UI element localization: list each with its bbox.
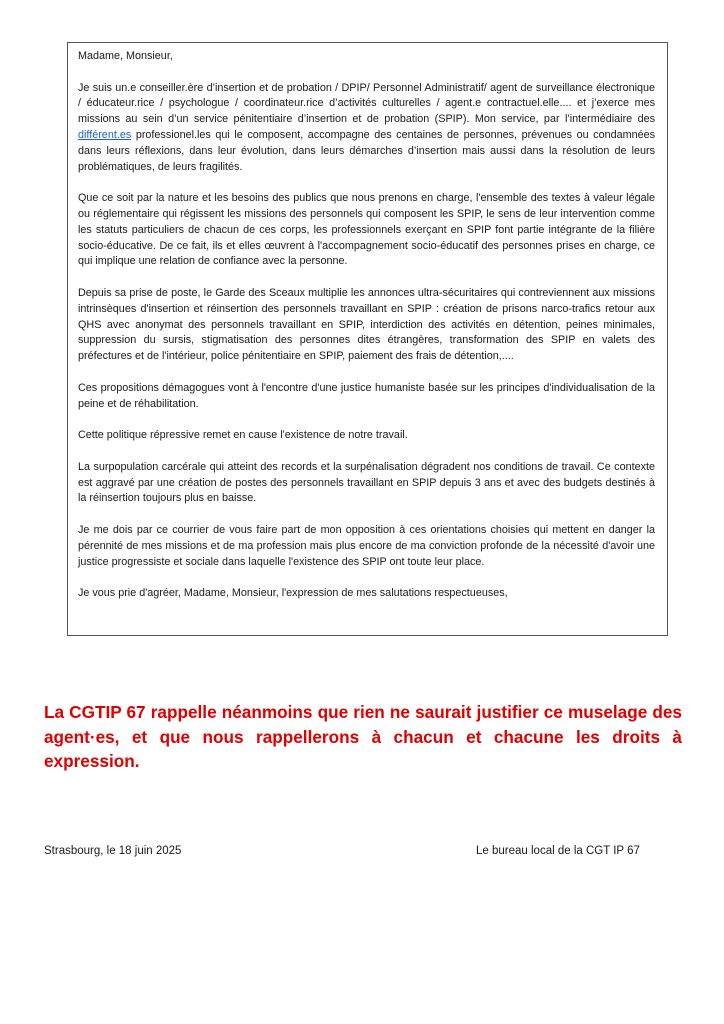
signature: Le bureau local de la CGT IP 67	[476, 845, 640, 857]
letter-paragraph-5: Cette politique répressive remet en cause l'existence de notre travail.	[78, 429, 408, 442]
letter-p1-start: Je suis un.e conseiller.ère d’insertion et de probation / DPIP/ Personnel Administratif/ agent de surveillance électronique / éducateur.rice / psychologue / coordinateur.rice d’activités culturelles / agent.e contractuel.elle.... et j’exerce mes missions au sein d’un service pénitentiaire d’insertion et de probation (SPIP). Mon service, par l’intermédiaire des	[78, 81, 655, 126]
letter-paragraph-7: Je me dois par ce courrier de vous faire part de mon opposition à ces orientations choisies qui mettent en danger la pérennité de mes missions et de ma profession mais plus encore de ma conviction profonde de la nécessité d'avoir une justice progressiste et sociale dans laquelle l'existence des SPIP ont toute leur place.	[78, 523, 655, 568]
letter-greeting: Madame, Monsieur,	[78, 50, 173, 62]
union-statement: La CGTIP 67 rappelle néanmoins que rien ne saurait justifier ce muselage des agent·es, et que nous rappellerons à chacun et chacune les droits à expression.	[44, 702, 682, 771]
letter-closing: Je vous prie d'agréer, Madame, Monsieur, l'expression de mes salutations respectueuses,	[78, 587, 508, 600]
letter-paragraph-6: La surpopulation carcérale qui atteint des records et la surpénalisation dégradent nos conditions de travail. Ce contexte est aggravé par une création de postes des personnels travaillant en SPIP depuis 3 ans et avec des budgets destinés à la réinsertion toujours plus en baisse.	[78, 460, 655, 505]
letter-p1-end: professionel.les qui le composent, accompagne des centaines de personnes, prévenues ou condamnées dans leurs réflexions, dans leur évolution, dans leurs démarches d’insertion mais aussi dans la résolution de leurs problématiques, de leurs fragilités.	[78, 128, 655, 173]
place-date: Strasbourg, le 18 juin 2025	[44, 845, 182, 857]
link-differentes[interactable]: différent.es	[78, 128, 132, 141]
letter-paragraph-2: Que ce soit par la nature et les besoins des publics que nous prenons en charge, l'ensemble des textes à valeur légale ou réglementaire qui régissent les missions des personnels qui composent les SPIP, le sens de leur intervention comme les statuts particuliers de chacun de ces corps, les professionnels exerçant en SPIP font partie intégrante de la filière socio-éducative. De ce fait, ils et elles œuvrent à l'accompagnement socio-éducatif des personnes prises en charge, ce qui implique une relation de confiance avec la personne.	[78, 192, 655, 268]
letter-paragraph-4: Ces propositions démagogues vont à l'encontre d'une justice humaniste basée sur les principes d'individualisation de la peine et de réhabilitation.	[78, 381, 655, 410]
letter-paragraph-3: Depuis sa prise de poste, le Garde des Sceaux multiplie les annonces ultra-sécuritaires qui contreviennent aux missions intrinsèques d'insertion et réinsertion des personnels travaillant en SPIP : création de prisons narco-trafics retour aux QHS avec anonymat des personnels travaillant en SPIP, interdiction des activités en détention, peines minimales, suppression du sursis, stigmatisation des personnes dites étrangères, transformation des SPIP en valets des préfectures et de l'intérieur, police pénitentiaire en SPIP, paiement des frais de détention,....	[78, 286, 655, 363]
letter-paragraph-1	[78, 81, 655, 176]
letter-box	[67, 42, 668, 636]
